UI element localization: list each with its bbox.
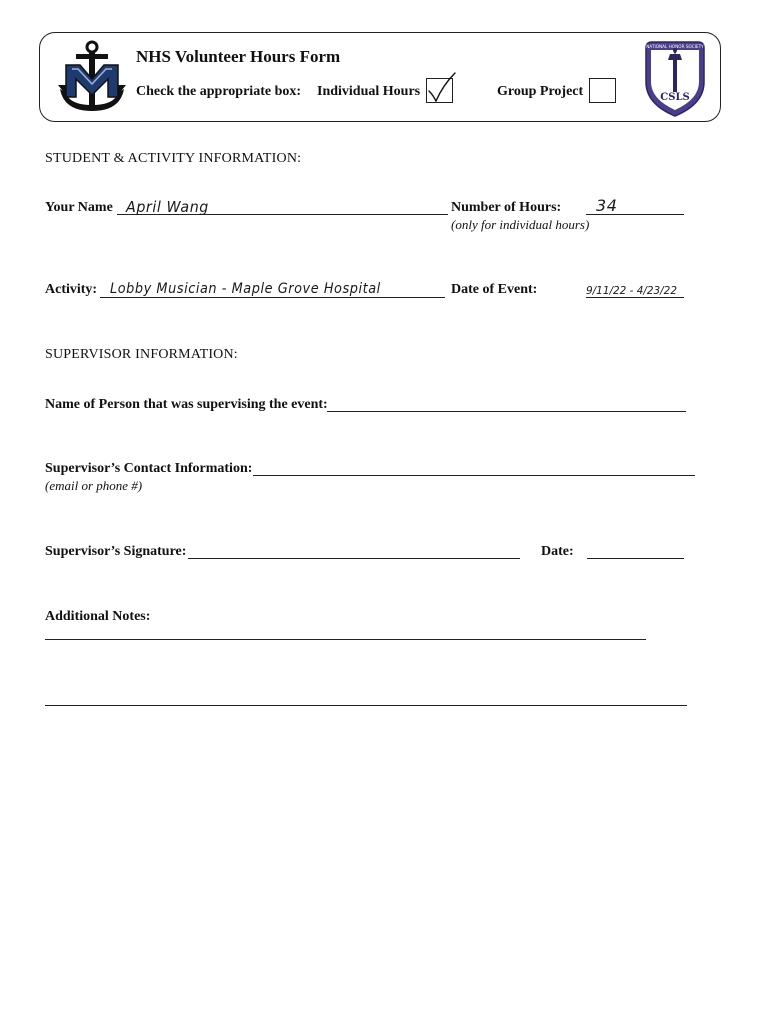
supervisor-signature-label: Supervisor’s Signature:: [45, 544, 187, 559]
supervisor-signature-field[interactable]: [188, 558, 520, 559]
individual-hours-checkbox[interactable]: [426, 78, 453, 103]
date-of-event-label: Date of Event:: [451, 282, 538, 297]
number-of-hours-label: Number of Hours:: [451, 200, 562, 215]
checkmark-icon: [425, 69, 459, 103]
check-instruction: Check the appropriate box:: [136, 84, 302, 99]
hours-note: (only for individual hours): [451, 217, 590, 232]
emblem-letters: CSLS: [660, 92, 690, 103]
supervisor-contact-label: Supervisor’s Contact Information:: [45, 461, 253, 476]
your-name-label: Your Name: [45, 200, 113, 215]
supervisor-date-label: Date:: [541, 544, 574, 559]
date-of-event-line: [586, 297, 684, 298]
activity-label: Activity:: [45, 282, 98, 297]
additional-notes-field[interactable]: [45, 639, 646, 640]
group-project-label: Group Project: [497, 84, 584, 99]
national-honor-society-emblem-icon: [640, 38, 710, 118]
individual-hours-label: Individual Hours: [317, 84, 421, 99]
supervisor-contact-field[interactable]: [253, 475, 695, 476]
date-of-event-field[interactable]: 9/11/22 - 4/23/22: [586, 284, 677, 297]
additional-notes-line-2[interactable]: [45, 705, 687, 706]
additional-notes-label: Additional Notes:: [45, 609, 151, 624]
anchor-m-logo-icon: [54, 39, 130, 117]
supervisor-name-field[interactable]: [327, 411, 686, 412]
student-activity-heading: STUDENT & ACTIVITY INFORMATION:: [45, 151, 302, 166]
form-title: NHS Volunteer Hours Form: [136, 47, 341, 66]
activity-field[interactable]: Lobby Musician - Maple Grove Hospital: [110, 281, 381, 297]
supervisor-date-field[interactable]: [587, 558, 684, 559]
activity-line: [100, 297, 445, 298]
emblem-text: NATIONAL HONOR SOCIETY: [646, 44, 704, 49]
contact-note: (email or phone #): [45, 478, 143, 493]
form-header: [39, 32, 721, 122]
group-project-checkbox[interactable]: [589, 78, 616, 103]
supervisor-heading: SUPERVISOR INFORMATION:: [45, 347, 238, 362]
supervisor-name-label: Name of Person that was supervising the event:: [45, 397, 328, 412]
your-name-field[interactable]: April Wang: [126, 198, 209, 216]
number-of-hours-field[interactable]: 34: [596, 196, 618, 215]
